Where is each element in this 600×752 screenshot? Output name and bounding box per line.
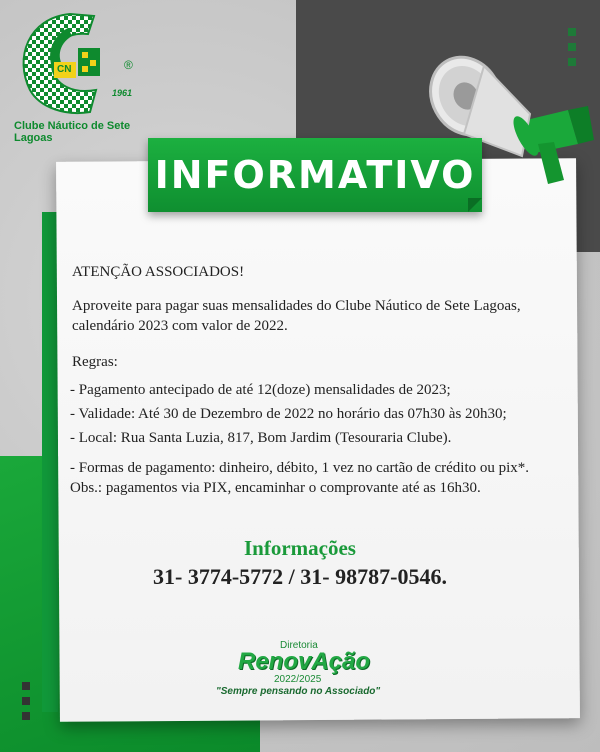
contact-phones: 31- 3774-5772 / 31- 98787-0546. [153,564,447,589]
attention-heading: ATENÇÃO ASSOCIADOS! [72,264,245,280]
footer-brand-name: RenovAção [238,648,371,675]
banner-title: INFORMATIVO [154,153,476,197]
banner-fold [468,198,482,212]
logo-caption: Clube Náutico de Sete Lagoas [14,120,131,144]
logo-initials: CN [57,64,72,75]
decor-dots-bottom [22,682,30,720]
payment-methods: - Formas de pagamento: dinheiro, débito, 1 vez no cartão de crédito ou pix*. [70,460,530,476]
club-logo [8,8,158,144]
rule-item: - Pagamento antecipado de até 12(doze) mensalidades de 2023; [70,382,451,398]
club-logo-icon [8,8,158,128]
rule-item: - Local: Rua Santa Luzia, 817, Bom Jardim (Tesouraria Clube). [70,430,452,446]
rule-item: - Validade: Até 30 de Dezembro de 2022 no horário das 07h30 às 20h30; [70,406,507,422]
footer-motto: "Sempre pensando no Associado" [216,686,381,697]
logo-year: 1961 [112,88,133,98]
logo-registered: ® [124,58,133,72]
footer-brand [210,640,410,700]
informativo-banner [148,138,482,212]
rules-heading: Regras: [72,354,118,370]
contact-title: Informações [244,536,356,560]
green-stripe [42,212,58,712]
footer-label: Diretoria [280,640,318,651]
footer-years: 2022/2025 [274,674,322,685]
intro-text: Aproveite para pagar suas mensalidades do Clube Náutico de Sete Lagoas, calendário 2023 com valor de 2022. [72,298,521,334]
obs-note: Obs.: pagamentos via PIX, encaminhar o comprovante até as 16h30. [70,480,481,496]
